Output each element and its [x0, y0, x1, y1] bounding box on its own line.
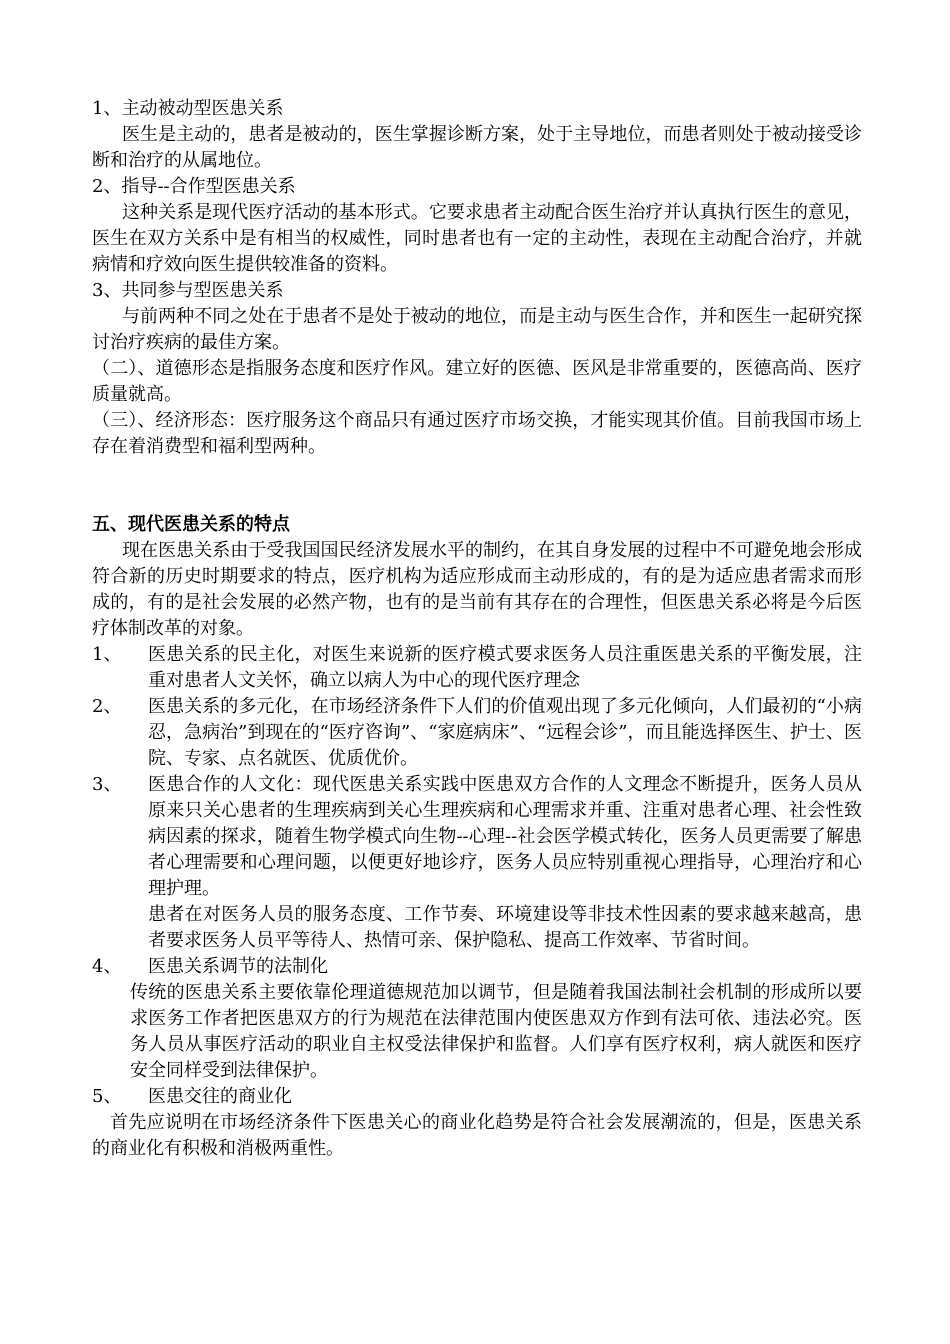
paragraph-economic-form: （三）、经济形态：医疗服务这个商品只有通过医疗市场交换，才能实现其价值。目前我国市场上存在着消费型和福利型两种。	[92, 410, 862, 457]
list-item-body: 首先应说明在市场经济条件下医患关心的商业化趋势是符合社会发展潮流的，但是，医患关系的商业化有积极和消极两重性。	[92, 1112, 862, 1159]
paragraph-guidance-cooperation: 这种关系是现代医疗活动的基本形式。它要求患者主动配合医生治疗并认真执行医生的意见，医生在双方关系中是有相当的权威性，同时患者也有一定的主动性，表现在主动配合治疗，并就病情和疗效向医生提供较准备的资料。	[92, 202, 862, 275]
paragraph-active-passive: 医生是主动的，患者是被动的，医生掌握诊断方案，处于主导地位，而患者则处于被动接受诊断和治疗的从属地位。	[92, 124, 862, 171]
heading-active-passive: 1、主动被动型医患关系	[92, 98, 284, 119]
list-item-number: 3、	[92, 774, 122, 795]
list-item-continuation: 患者在对医务人员的服务态度、工作节奏、环境建设等非技术性因素的要求越来越高，患者要求医务人员平等待人、热情可亲、保护隐私、提高工作效率、节省时间。	[148, 904, 862, 951]
list-item	[92, 694, 862, 772]
list-item-text: 医患关系调节的法制化	[148, 956, 328, 977]
list-item-body: 传统的医患关系主要依靠伦理道德规范加以调节，但是随着我国法制社会机制的形成所以要求医务工作者把医患双方的行为规范在法律范围内使医患双方作到有法可依、违法必究。医务人员从事医疗活动的职业自主权受法律保护和监督。人们享有医疗权利，病人就医和医疗安全同样受到法律保护。	[130, 982, 862, 1081]
heading-guidance-cooperation: 2、指导--合作型医患关系	[92, 176, 296, 197]
list-item-text: 医患关系的多元化，在市场经济条件下人们的价值观出现了多元化倾向，人们最初的“小病忍，急病治”到现在的“医疗咨询”、“家庭病床”、“远程会诊”，而且能选择医生、护士、医院、专家、点名就医、优质优价。	[148, 696, 862, 769]
heading-shared-participation: 3、共同参与型医患关系	[92, 280, 284, 301]
section-spacer	[92, 460, 862, 512]
paragraph-moral-form: （二）、道德形态是指服务态度和医疗作风。建立好的医德、医风是非常重要的，医德高尚、医疗质量就高。	[92, 358, 862, 405]
section-intro: 现在医患关系由于受我国国民经济发展水平的制约，在其自身发展的过程中不可避免地会形成符合新的历史时期要求的特点，医疗机构为适应形成而主动形成的，有的是为适应患者需求而形成的，有的是社会发展的必然产物，也有的是当前有其存在的合理性，但医患关系必将是今后医疗体制改革的对象。	[92, 540, 862, 639]
list-item-number: 2、	[92, 696, 122, 717]
list-item	[92, 642, 862, 694]
list-item-text: 医患交往的商业化	[148, 1086, 292, 1107]
list-item	[92, 1084, 862, 1110]
list-item	[92, 954, 862, 980]
list-item-number: 4、	[92, 956, 122, 977]
list-item-number: 5、	[92, 1086, 122, 1107]
document-page	[92, 96, 862, 1162]
section-title: 五、现代医患关系的特点	[92, 514, 290, 535]
list-item	[92, 772, 862, 902]
paragraph-shared-participation: 与前两种不同之处在于患者不是处于被动的地位，而是主动与医生合作，并和医生一起研究探讨治疗疾病的最佳方案。	[92, 306, 862, 353]
list-item-text: 医患关系的民主化，对医生来说新的医疗模式要求医务人员注重医患关系的平衡发展，注重对患者人文关怀，确立以病人为中心的现代医疗理念	[148, 644, 862, 691]
list-item-text: 医患合作的人文化：现代医患关系实践中医患双方合作的人文理念不断提升，医务人员从原来只关心患者的生理疾病到关心生理疾病和心理需求并重、注重对患者心理、社会性致病因素的探求，随着生物学模式向生物--心理--社会医学模式转化，医务人员更需要了解患者心理需要和心理问题，以便更好地诊疗，医务人员应特别重视心理指导，心理治疗和心理护理。	[148, 774, 862, 899]
list-item-number: 1、	[92, 644, 122, 665]
